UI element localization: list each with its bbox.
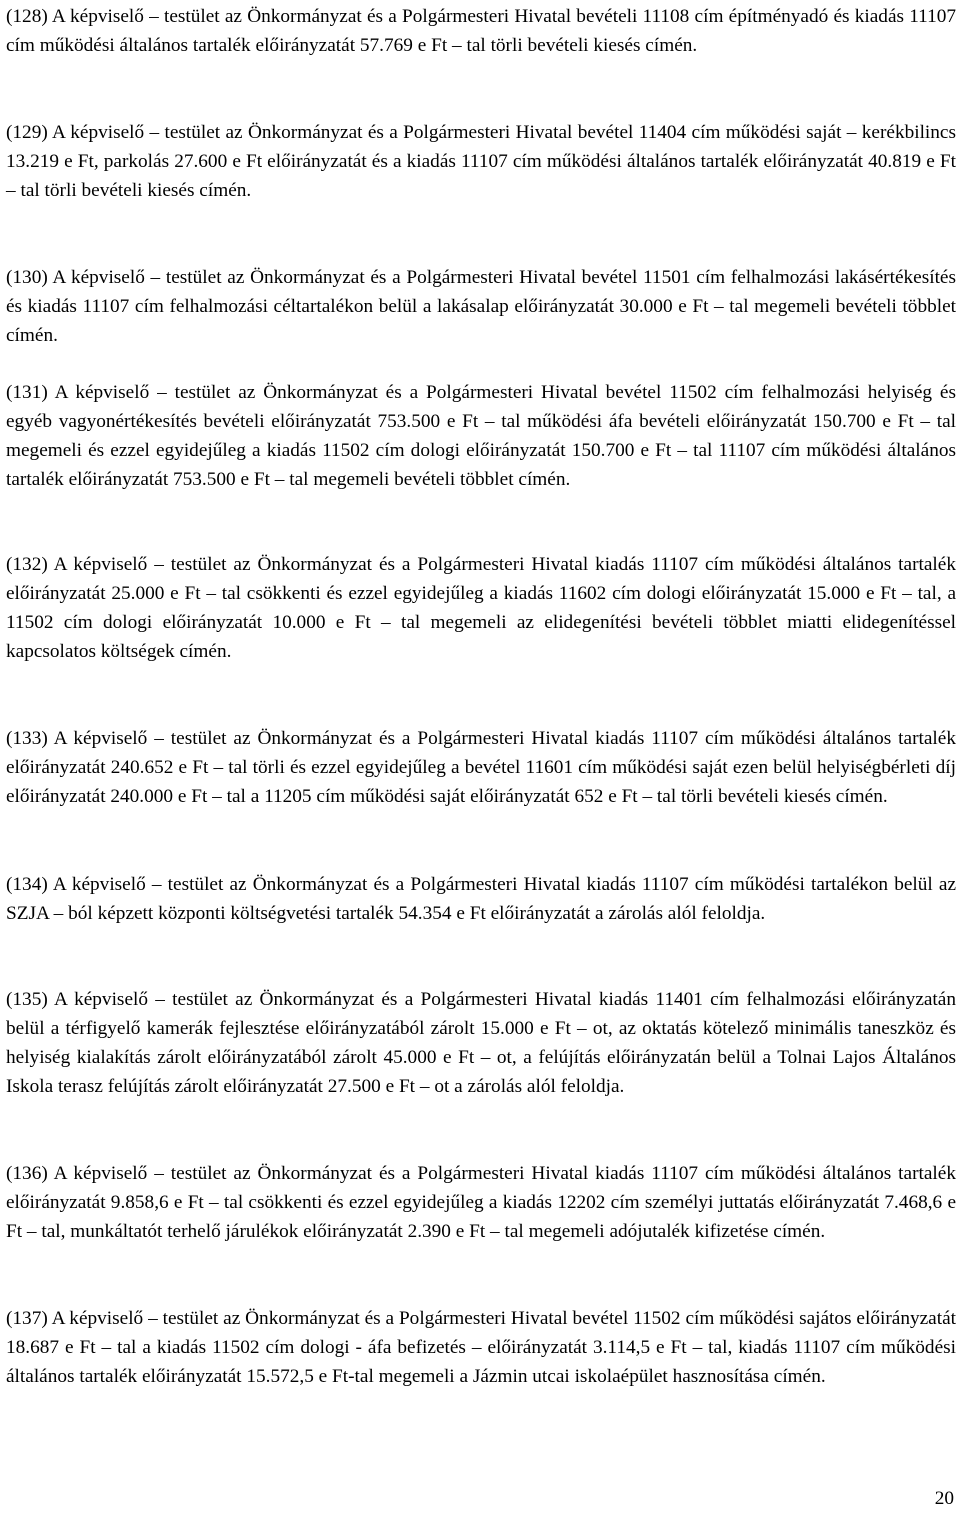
paragraph-135: (135) A képviselő – testület az Önkormányzat és a Polgármesteri Hivatal kiadás 11401 cím felhalmozási előirányzatán belül a térfigyelő kamerák fejlesztése előirányzatából zárolt 15.000 e Ft – ot, az oktatás kötelező minimális taneszköz és helyiség kialakítás zárolt előirányzatából zárolt 45.000 e Ft – ot, a felújítás előirányzatán belül a Tolnai Lajos Általános Iskola terasz felújítás zárolt előirányzatát 27.500 e Ft – ot a zárolás alól feloldja. — [6, 989, 956, 1097]
paragraph-128: (128) A képviselő – testület az Önkormányzat és a Polgármesteri Hivatal bevételi 11108 cím építményadó és kiadás 11107 cím működési általános tartalék előirányzatát 57.769 e Ft – tal törli bevételi kiesés címén. — [6, 6, 956, 56]
paragraph-137: (137) A képviselő – testület az Önkormányzat és a Polgármesteri Hivatal bevétel 11502 cím működési sajátos előirányzatát 18.687 e Ft – tal a kiadás 11502 cím dologi - áfa befizetés – előirányzatát 3.114,5 e Ft – tal, kiadás 11107 cím működési általános tartalék előirányzatát 15.572,5 e Ft-tal megemeli a Jázmin utcai iskolaépület hasznosítása címén. — [6, 1308, 956, 1387]
paragraph-134: (134) A képviselő – testület az Önkormányzat és a Polgármesteri Hivatal kiadás 11107 cím működési tartalékon belül az SZJA – ból képzett központi költségvetési tartalék 54.354 e Ft előirányzatát a zárolás alól feloldja. — [6, 874, 956, 924]
page-number: 20 — [934, 1488, 954, 1509]
paragraph-129: (129) A képviselő – testület az Önkormányzat és a Polgármesteri Hivatal bevétel 11404 cím működési saját – kerékbilincs 13.219 e Ft, parkolás 27.600 e Ft előirányzatát és a kiadás 11107 cím működési általános tartalék előirányzatát 40.819 e Ft – tal törli bevételi kiesés címén. — [6, 122, 956, 201]
paragraph-132: (132) A képviselő – testület az Önkormányzat és a Polgármesteri Hivatal kiadás 11107 cím működési általános tartalék előirányzatát 25.000 e Ft – tal csökkenti és ezzel egyidejűleg a kiadás 11602 cím dologi előirányzatát 15.000 e Ft – tal, a 11502 cím dologi előirányzatát 10.000 e Ft – tal megemeli az elidegenítési bevételi többlet miatti elidegenítéssel kapcsolatos költségek címén. — [6, 554, 956, 662]
paragraph-131: (131) A képviselő – testület az Önkormányzat és a Polgármesteri Hivatal bevétel 11502 cím felhalmozási helyiség és egyéb vagyonértékesítés bevételi előirányzatát 753.500 e Ft – tal működési áfa bevételi előirányzatát 150.700 e Ft – tal megemeli és ezzel egyidejűleg a kiadás 11502 cím dologi előirányzatát 150.700 e Ft – tal 11107 cím működési általános tartalék előirányzatát 753.500 e Ft – tal megemeli bevételi többlet címén. — [6, 382, 956, 490]
paragraph-136: (136) A képviselő – testület az Önkormányzat és a Polgármesteri Hivatal kiadás 11107 cím működési általános tartalék előirányzatát 9.858,6 e Ft – tal csökkenti és ezzel egyidejűleg a kiadás 12202 cím személyi juttatás előirányzatát 7.468,6 e Ft – tal, munkáltatót terhelő járulékok előirányzatát 2.390 e Ft – tal megemeli adójutalék kifizetése címén. — [6, 1163, 956, 1242]
paragraph-130: (130) A képviselő – testület az Önkormányzat és a Polgármesteri Hivatal bevétel 11501 cím felhalmozási lakásértékesítés és kiadás 11107 cím felhalmozási céltartalékon belül a lakásalap előirányzatát 30.000 e Ft – tal megemeli bevételi többlet címén. — [6, 267, 956, 346]
paragraph-133: (133) A képviselő – testület az Önkormányzat és a Polgármesteri Hivatal kiadás 11107 cím működési általános tartalék előirányzatát 240.652 e Ft – tal törli és ezzel egyidejűleg a bevétel 11601 cím működési saját ezen belül helyiségbérleti díj előirányzatát 240.000 e Ft – tal a 11205 cím működési saját előirányzatát 652 e Ft – tal törli bevételi kiesés címén. — [6, 728, 956, 807]
